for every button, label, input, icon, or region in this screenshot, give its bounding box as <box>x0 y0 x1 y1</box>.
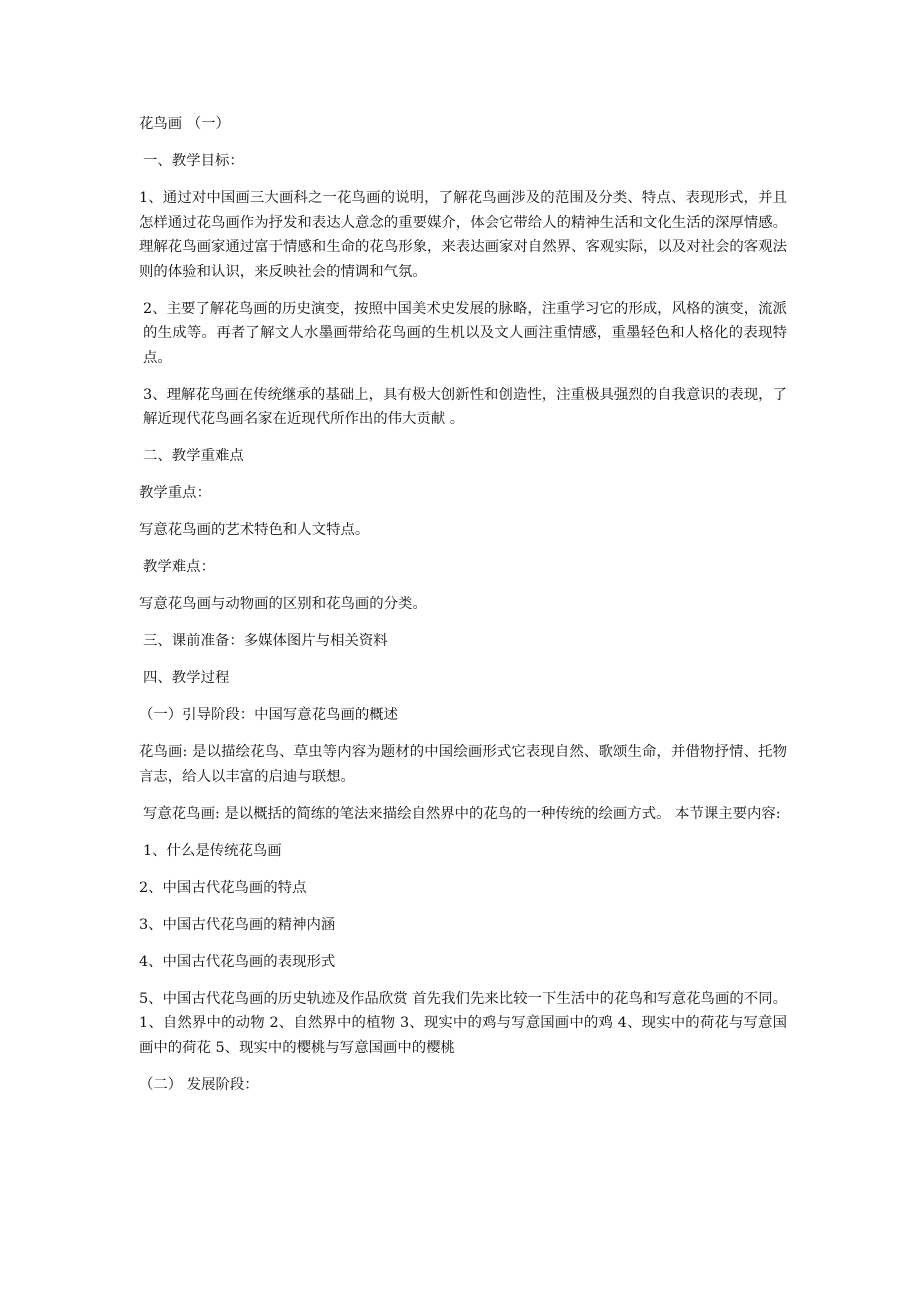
section-heading-key-points: 二、教学重难点 <box>143 448 244 464</box>
definition-flower-bird: 花鸟画: 是以描绘花鸟、草虫等内容为题材的中国绘画形式它表现自然、歌颂生命，并借物抒情、托物言志，给人以丰富的启迪与联想。 <box>139 744 787 785</box>
content-item-1: 1、什么是传统花鸟画 <box>143 842 282 859</box>
section-heading-objectives: 一、教学目标： <box>143 153 244 169</box>
key-point-text: 写意花鸟画的艺术特色和人文特点。 <box>139 522 370 538</box>
section-heading-process: 四、教学过程 <box>143 670 230 686</box>
subsection-development: （二） 发展阶段： <box>139 1076 259 1093</box>
difficulty-text: 写意花鸟画与动物画的区别和花鸟画的分类。 <box>139 596 427 612</box>
subsection-guide: （一）引导阶段：中国写意花鸟画的概述 <box>139 707 399 723</box>
content-item-3: 3、中国古代花鸟画的精神内涵 <box>139 916 336 933</box>
difficulty-label: 教学难点： <box>143 559 215 575</box>
content-item-5: 5、中国古代花鸟画的历史轨迹及作品欣赏 首先我们先来比较一下生活中的花鸟和写意花鸟画的不同。 1、自然界中的动物 2、自然界中的植物 3、现实中的鸡与写意国画中的鸡 4、现实中的荷花与写意国画中的荷花 5、现实中的樱桃与写意国画中的樱桃 <box>139 990 787 1056</box>
content-item-4: 4、中国古代花鸟画的表现形式 <box>139 953 336 970</box>
content-item-2: 2、中国古代花鸟画的特点 <box>139 879 307 896</box>
objective-2: 2、主要了解花鸟画的历史演变，按照中国美术史发展的脉略，注重学习它的形成，风格的演变，流派的生成等。再者了解文人水墨画带给花鸟画的生机以及文人画注重情感，重墨轻色和人格化的表现特点。 <box>143 300 787 366</box>
key-point-label: 教学重点： <box>139 485 211 501</box>
objective-3: 3、理解花鸟画在传统继承的基础上，具有极大创新性和创造性，注重极具强烈的自我意识的表现，了解近现代花鸟画名家在近现代所作出的伟大贡献 。 <box>143 386 787 427</box>
document-body <box>139 112 787 1110</box>
section-heading-preparation: 三、课前准备：多媒体图片与相关资料 <box>143 633 388 649</box>
objective-1: 1、通过对中国画三大画科之一花鸟画的说明，了解花鸟画涉及的范围及分类、特点、表现形式，并且怎样通过花鸟画作为抒发和表达人意念的重要媒介，体会它带给人的精神生活和文化生活的深厚情感。理解花鸟画家通过富于情感和生命的花鸟形象，来表达画家对自然界、客观实际，以及对社会的客观法则的体验和认识，来反映社会的情调和气氛。 <box>139 190 787 280</box>
definition-freehand: 写意花鸟画: 是以概括的简练的笔法来描绘自然界中的花鸟的一种传统的绘画方式。 本节课主要内容: <box>143 805 781 822</box>
document-title: 花鸟画 （一） <box>139 116 230 132</box>
